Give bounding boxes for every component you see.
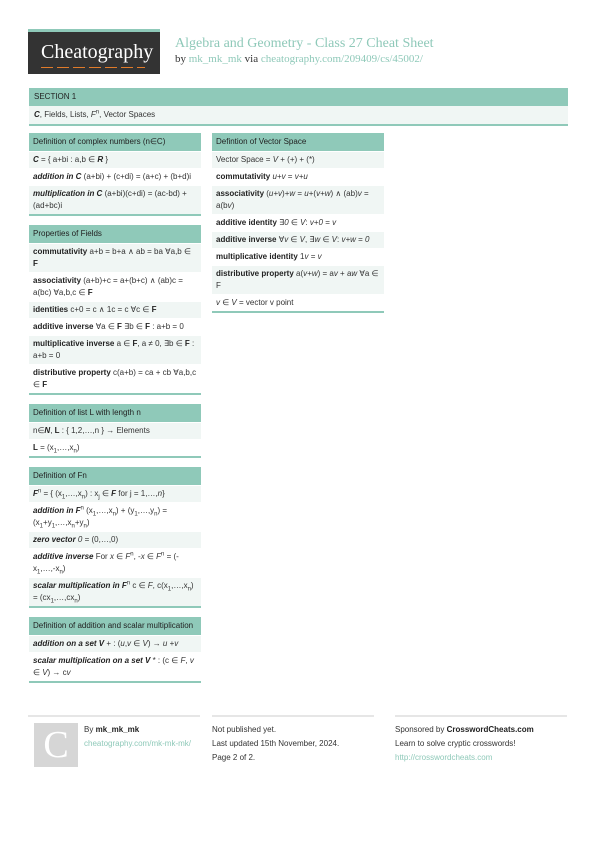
via-label: via <box>244 53 259 65</box>
text-segment: V <box>331 235 337 244</box>
text-segment: v <box>304 252 309 261</box>
box-row <box>29 301 201 318</box>
text-segment: F <box>156 552 162 561</box>
text-segment: 1 <box>134 511 138 518</box>
text-segment: ,…,x <box>65 489 82 498</box>
text-segment: c ∈ <box>130 581 148 590</box>
text-segment: 0 <box>365 235 370 244</box>
text-segment: addition on a set V <box>33 639 105 648</box>
box-title: Definition of list L with length n <box>29 404 201 422</box>
text-segment: commutativity <box>216 172 271 181</box>
text-segment: + a <box>337 269 352 278</box>
text-segment: +( <box>308 189 317 198</box>
box-divider <box>29 214 201 216</box>
text-segment: v <box>357 189 362 198</box>
text-segment: n <box>74 598 78 605</box>
text-segment: u <box>162 639 168 648</box>
text-segment: V <box>300 218 306 227</box>
cheatography-logo[interactable] <box>28 29 160 74</box>
text-segment: distributive property <box>33 368 111 377</box>
text-segment: , <box>185 656 190 665</box>
text-segment: ) + (y <box>115 506 135 515</box>
text-segment: a ∈ <box>114 339 133 348</box>
text-segment: associativity <box>33 276 82 285</box>
text-segment: = <box>285 172 295 181</box>
text-segment: x <box>140 552 145 561</box>
text-segment: ∀a ∈ <box>93 322 118 331</box>
text-segment: ∈ <box>113 552 126 561</box>
text-segment: ( <box>264 189 269 198</box>
text-segment: w <box>314 235 321 244</box>
text-segment: 1 <box>92 511 97 518</box>
text-segment: 1 <box>37 569 41 576</box>
footer <box>0 715 600 785</box>
text-segment: F <box>145 322 150 331</box>
text-segment: = { a+bi : a,b ∈ <box>38 155 98 164</box>
author-avatar: C <box>34 723 78 767</box>
text-segment: u <box>120 639 125 648</box>
text-segment: F <box>125 552 131 561</box>
box-row <box>29 335 201 364</box>
text-segment: ,…,-x <box>40 564 60 573</box>
text-segment: v <box>216 298 220 307</box>
logo-text: Cheatography <box>41 41 154 63</box>
text-segment: 1 <box>297 252 305 261</box>
box-row <box>29 577 201 606</box>
text-segment: V <box>299 235 305 244</box>
text-segment: V <box>231 298 237 307</box>
text-segment: multiplicative identity <box>216 252 298 261</box>
section-title: SECTION 1 <box>29 88 568 106</box>
text-segment: + <box>313 218 319 227</box>
last-updated: Last updated 15th November, 2024. <box>212 739 340 748</box>
sheet-url-link[interactable]: cheatography.com/209409/cs/45002/ <box>260 53 423 65</box>
box-row <box>212 294 384 311</box>
text-segment: n∈ <box>33 426 45 435</box>
text-segment: ∃b ∈ <box>121 322 146 331</box>
text-segment: ,…,y <box>137 506 155 515</box>
cheat-box <box>29 617 201 683</box>
text-segment: L <box>54 426 60 435</box>
text-segment: ,…,x <box>55 518 72 527</box>
sponsor-link[interactable]: http://crosswordcheats.com <box>395 753 493 762</box>
text-segment: c+0 = c ∧ 1c = c ∀c ∈ <box>68 305 152 314</box>
by-label: by <box>175 53 186 65</box>
section-1 <box>29 88 568 126</box>
text-segment: : a+b = 0 <box>149 322 184 331</box>
text-segment: V <box>42 668 48 677</box>
text-segment: v+w <box>341 235 356 244</box>
text-segment: n <box>95 109 100 116</box>
text-segment: = <box>308 252 318 261</box>
text-segment: ) <box>231 201 235 210</box>
text-segment: (a+b)+c = a+(b+c) ∧ (ab)c = a(bc) ∀a,b,c ∈ <box>33 276 183 297</box>
cheat-box <box>29 404 201 458</box>
box-row <box>29 548 201 577</box>
author-link[interactable]: mk_mk_mk <box>188 53 242 65</box>
cheat-box <box>29 225 201 395</box>
text-segment: w <box>351 269 358 278</box>
text-segment: , <box>124 639 128 648</box>
text-segment: n <box>112 511 116 518</box>
box-title: Properties of Fields <box>29 225 201 243</box>
text-segment: ∈ <box>220 298 232 307</box>
text-segment: c(a+b) = ca + cb ∀a,b,c ∈ <box>33 368 197 389</box>
text-segment: C <box>33 155 39 164</box>
text-segment: n <box>154 511 158 518</box>
box-row <box>212 214 384 231</box>
text-segment: additive identity <box>216 218 277 227</box>
text-segment: ) ∧ (ab) <box>330 189 358 198</box>
text-segment: (x <box>83 506 93 515</box>
text-segment: additive inverse <box>33 322 94 331</box>
sheet-title: Algebra and Geometry - Class 27 Cheat Sheet <box>175 36 434 51</box>
box-row <box>212 265 384 294</box>
text-segment: ∈ <box>320 235 332 244</box>
text-segment: n <box>126 580 131 587</box>
text-segment: scalar multiplication in F <box>33 581 127 590</box>
text-segment: F <box>180 656 186 665</box>
text-segment: For <box>93 552 110 561</box>
text-segment: V <box>272 155 279 164</box>
text-segment: F <box>33 489 38 498</box>
box-divider <box>29 456 201 458</box>
text-segment: v+u <box>294 172 308 181</box>
text-segment: F <box>33 259 38 268</box>
text-segment: +y <box>43 518 52 527</box>
box-row <box>29 364 201 393</box>
box-row <box>29 272 201 301</box>
text-segment: v <box>333 269 338 278</box>
text-segment: ∃ <box>276 218 285 227</box>
text-segment: additive inverse <box>33 552 94 561</box>
text-segment: 1 <box>61 494 66 501</box>
text-segment: ∈ <box>33 668 43 677</box>
box-row <box>212 185 384 214</box>
box-title: Definition of addition and scalar multiplication <box>29 617 201 635</box>
footer-author-name[interactable]: mk_mk_mk <box>95 725 140 734</box>
text-segment: 1 <box>51 523 56 530</box>
text-segment: v <box>227 201 232 210</box>
box-row <box>212 248 384 265</box>
text-segment: ) = (x <box>33 506 168 527</box>
text-segment: 0 <box>318 218 323 227</box>
box-title: Definition of complex numbers (n∈C) <box>29 133 201 151</box>
text-segment: +y <box>74 518 84 527</box>
text-segment: n <box>80 505 84 512</box>
text-segment: F <box>132 339 138 348</box>
text-segment: ∈ <box>144 552 157 561</box>
text-segment: (a+bi)(c+di) = (ac-bd) + (ad+bc)i <box>33 189 187 210</box>
published-status: Not published yet. <box>212 725 277 734</box>
box-divider <box>29 393 201 395</box>
footer-sponsor <box>395 715 567 765</box>
cheat-box <box>212 133 384 313</box>
box-title: Definition of Fn <box>29 467 201 485</box>
text-segment: a+b = b+a ∧ ab = ba ∀a,b ∈ <box>87 247 191 256</box>
text-segment: n <box>157 489 163 498</box>
text-segment: ) → <box>147 639 163 648</box>
author-profile-link[interactable]: cheatography.com/mk-mk-mk/ <box>84 739 191 748</box>
text-segment: ∈ <box>131 639 143 648</box>
sponsored-label: Sponsored by <box>395 725 445 734</box>
text-segment: for j = 1,…, <box>116 489 158 498</box>
text-segment: = { (x <box>41 489 62 498</box>
text-segment: addition in F <box>33 506 81 515</box>
sponsor-tagline: Learn to solve cryptic crosswords! <box>395 739 516 748</box>
text-segment: 1 <box>167 586 172 593</box>
text-segment: 0 <box>284 218 289 227</box>
text-segment: u+v <box>268 189 283 198</box>
text-segment: scalar multiplication on a set V <box>33 656 151 665</box>
text-segment: : <box>305 218 310 227</box>
text-segment: )+ <box>282 189 290 198</box>
text-segment: } <box>162 489 165 498</box>
text-segment: ,…,x <box>57 443 74 452</box>
text-segment: , Fields, Lists, <box>39 110 91 119</box>
text-segment: 1 <box>39 523 44 530</box>
text-segment: N <box>44 426 51 435</box>
byline <box>175 53 423 65</box>
box-row <box>29 531 201 548</box>
text-segment: x <box>109 552 114 561</box>
text-segment: ) = a <box>317 269 334 278</box>
text-segment: F <box>117 322 122 331</box>
cheat-box <box>29 467 201 608</box>
text-segment: L <box>33 443 38 452</box>
text-segment: v <box>317 252 322 261</box>
box-row <box>29 635 201 652</box>
text-segment: = (x <box>37 443 54 452</box>
text-segment: n <box>130 551 134 558</box>
text-segment: additive inverse <box>216 235 277 244</box>
text-segment: * : (c ∈ <box>150 656 181 665</box>
text-segment: Vector Space = <box>216 155 273 164</box>
text-segment: n <box>59 569 63 576</box>
text-segment: v <box>189 656 194 665</box>
text-segment: , Vector Spaces <box>99 110 156 119</box>
text-segment: F <box>111 489 117 498</box>
text-segment: ∀a ∈ F <box>216 269 379 290</box>
text-segment: = <box>355 235 366 244</box>
text-segment: ,…,x <box>171 581 188 590</box>
text-segment: v <box>284 235 289 244</box>
text-segment: = a(b <box>216 189 369 210</box>
text-segment: associativity <box>216 189 265 198</box>
text-segment: F <box>147 581 153 590</box>
box-divider <box>29 606 201 608</box>
cheat-box <box>29 133 201 216</box>
middle-column <box>212 133 384 313</box>
text-segment: = <box>322 218 333 227</box>
text-segment: commutativity <box>33 247 88 256</box>
text-segment: multiplicative inverse <box>33 339 115 348</box>
text-segment: ∈ <box>288 218 301 227</box>
box-row <box>29 243 201 272</box>
text-segment: ∈ <box>288 235 300 244</box>
text-segment: ,…,x <box>96 506 113 515</box>
text-segment: ) <box>76 443 80 452</box>
box-divider <box>29 681 201 683</box>
text-segment: ∈ <box>99 489 112 498</box>
box-row <box>212 231 384 248</box>
text-segment: v <box>174 639 179 648</box>
text-segment: 1 <box>53 448 58 455</box>
text-segment: F <box>42 380 48 389</box>
page-number: Page 2 of 2. <box>212 753 256 762</box>
text-segment: 0 <box>75 535 83 544</box>
box-row <box>212 168 384 185</box>
text-segment: F <box>90 110 96 119</box>
text-segment: w <box>289 189 296 198</box>
text-segment: ) = (cx <box>33 581 194 602</box>
text-segment: n <box>83 523 87 530</box>
text-segment: v <box>309 218 314 227</box>
text-segment: ,…,cx <box>53 593 75 602</box>
text-segment: 1 <box>50 598 54 605</box>
text-segment: , c(x <box>152 581 168 590</box>
box-row <box>29 168 201 185</box>
text-segment: zero vector <box>33 535 76 544</box>
sponsor-name[interactable]: CrosswordCheats.com <box>446 725 534 734</box>
text-segment: ∀ <box>276 235 285 244</box>
text-segment: n <box>161 551 165 558</box>
text-segment: : <box>337 235 342 244</box>
text-segment: + <box>167 639 175 648</box>
text-segment: n <box>187 586 191 593</box>
text-segment: n <box>37 488 42 495</box>
text-segment: ) <box>86 518 90 527</box>
text-segment: j <box>98 494 100 501</box>
box-row <box>29 422 201 439</box>
text-segment: u+v <box>270 172 286 181</box>
text-segment: = <box>295 189 305 198</box>
text-segment: : a+b = 0 <box>33 339 195 360</box>
text-segment: , ∃ <box>304 235 315 244</box>
text-segment: multiplication in C <box>33 189 103 198</box>
footer-status <box>212 715 374 765</box>
text-segment: n <box>73 448 77 455</box>
text-segment: ) → c <box>47 668 67 677</box>
text-segment: u <box>304 189 309 198</box>
text-segment: v+w <box>303 269 318 278</box>
section-subtitle <box>29 106 568 126</box>
text-segment: } <box>103 155 109 164</box>
box-row <box>29 439 201 456</box>
text-segment: , - <box>133 552 141 561</box>
text-segment: ) <box>62 564 66 573</box>
text-segment: = (-x <box>33 552 179 573</box>
by-label: By <box>84 725 94 734</box>
text-segment: = vector v point <box>236 298 294 307</box>
text-segment: identities <box>33 305 69 314</box>
left-column <box>29 133 201 683</box>
text-segment: , <box>50 426 55 435</box>
text-segment: R <box>97 155 104 164</box>
text-segment: F <box>151 305 157 314</box>
text-segment: v <box>332 218 337 227</box>
text-segment: n <box>81 494 86 501</box>
text-segment: F <box>184 339 190 348</box>
text-segment: v <box>127 639 132 648</box>
text-segment: distributive property <box>216 269 294 278</box>
box-row <box>29 151 201 168</box>
box-row <box>29 502 201 531</box>
box-row <box>212 151 384 168</box>
text-segment: + (+) + (*) <box>278 155 315 164</box>
text-segment: addition in C <box>33 172 82 181</box>
text-segment: v <box>66 668 71 677</box>
text-segment: F <box>87 288 93 297</box>
box-divider <box>212 311 384 313</box>
box-row <box>29 652 201 681</box>
text-segment: (a+bi) + (c+di) = (a+c) + (b+d)i <box>81 172 192 181</box>
text-segment: , a ≠ 0, ∃b ∈ <box>137 339 185 348</box>
box-row <box>29 185 201 214</box>
text-segment: n <box>71 523 75 530</box>
text-segment: : { 1,2,…,n } → Elements <box>59 426 150 435</box>
text-segment: = (0,…,0) <box>82 535 119 544</box>
text-segment: a( <box>293 269 304 278</box>
text-segment: ) <box>77 593 81 602</box>
text-segment: + : ( <box>104 639 121 648</box>
box-row <box>29 318 201 335</box>
box-title: Defintion of Vector Space <box>212 133 384 151</box>
text-segment: C <box>34 110 40 119</box>
text-segment: ) : x <box>85 489 99 498</box>
text-segment: V <box>142 639 148 648</box>
box-row <box>29 485 201 502</box>
text-segment: v+w <box>316 189 331 198</box>
